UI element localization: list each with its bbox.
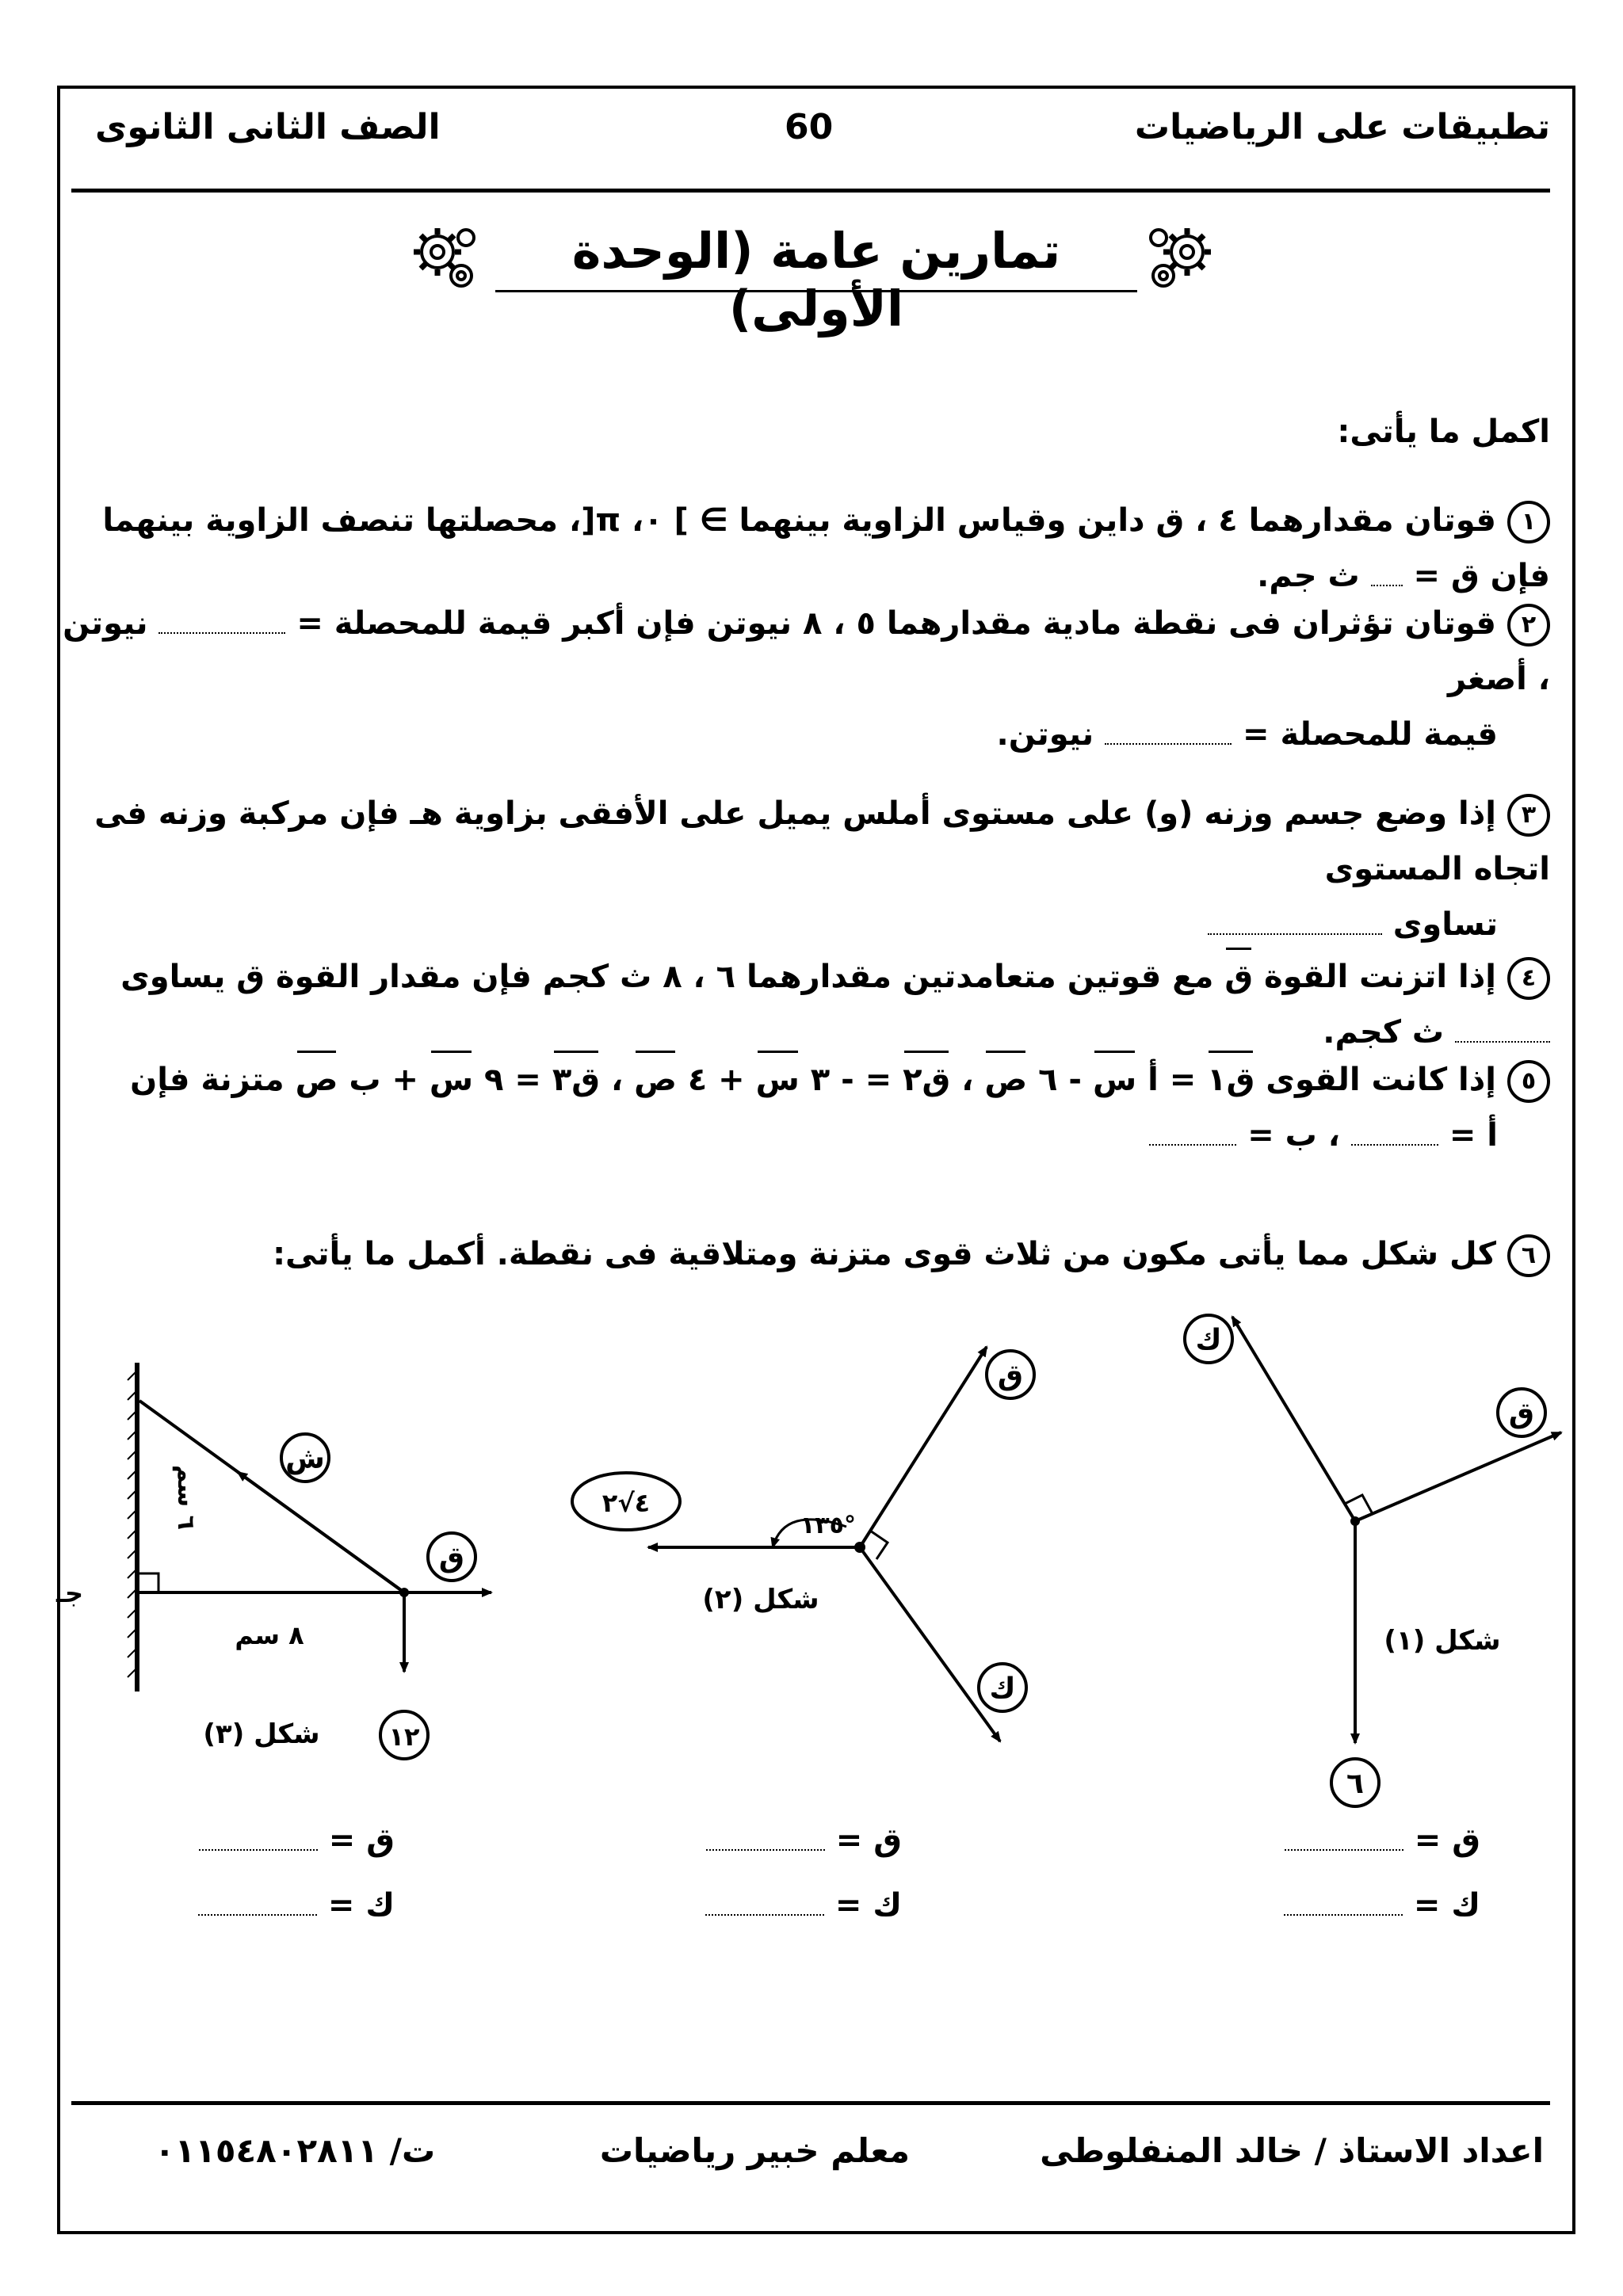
answer-blank[interactable] bbox=[1455, 1017, 1550, 1043]
question-number: ١ bbox=[1507, 501, 1550, 543]
question-number: ٦ bbox=[1507, 1234, 1550, 1277]
question-number: ٢ bbox=[1507, 604, 1550, 646]
fig1-answers: ق = ك = bbox=[1284, 1822, 1480, 1924]
answer-blank[interactable] bbox=[1149, 1120, 1236, 1146]
label-q: ق bbox=[1508, 1398, 1535, 1430]
answer-blank[interactable] bbox=[1371, 561, 1403, 586]
grade-label: الصف الثانى الثانوى bbox=[95, 107, 441, 147]
answer-blank[interactable] bbox=[1105, 719, 1232, 745]
label-6cm: ٦ سم bbox=[172, 1465, 200, 1530]
label-k: ك bbox=[1195, 1324, 1222, 1356]
author-role: معلم خبير رياضيات bbox=[599, 2131, 910, 2170]
figure-1 bbox=[1185, 1315, 1561, 1806]
title-banner bbox=[404, 215, 1228, 338]
header-rule bbox=[71, 189, 1550, 193]
question-6: ٦كل شكل مما يأتى مكون من ثلاث قوى متزنة ومتلاقية فى نقطة. أكمل ما يأتى: bbox=[52, 1226, 1550, 1282]
fig2-answers: ق = ك = bbox=[705, 1822, 902, 1924]
angle-label: ١٣٥° bbox=[800, 1512, 856, 1539]
answer-blank[interactable] bbox=[1284, 1890, 1403, 1916]
question-number: ٤ bbox=[1507, 957, 1550, 1000]
question-number: ٣ bbox=[1507, 794, 1550, 837]
label-8cm: ٨ سم bbox=[235, 1620, 304, 1650]
fig3-answers: ق = ك = bbox=[198, 1822, 395, 1924]
answer-blank[interactable] bbox=[198, 1890, 317, 1916]
label-force: ٤√٢ bbox=[601, 1488, 651, 1518]
label-k: ك bbox=[989, 1672, 1016, 1705]
answer-blank[interactable] bbox=[199, 1825, 318, 1851]
footer-rule bbox=[71, 2101, 1550, 2105]
answer-blank[interactable] bbox=[706, 1825, 825, 1851]
author-name: اعداد الاستاذ / خالد المنفلوطى bbox=[1040, 2131, 1544, 2170]
label-12: ١٢ bbox=[388, 1722, 420, 1752]
figure-2 bbox=[572, 1347, 1034, 1741]
book-title: تطبيقات على الرياضيات bbox=[1134, 107, 1550, 147]
answer-blank[interactable] bbox=[1285, 1825, 1403, 1851]
question-number: ٥ bbox=[1507, 1060, 1550, 1103]
question-4: ٤إذا اتزنت القوة ق مع قوتين متعامدتين مقدارهما ٦ ، ٨ ث كجم فإن مقدار القوة ق يساوى ث كجم. bbox=[52, 944, 1550, 1060]
label-sh: ش bbox=[285, 1443, 325, 1475]
phone-number: ت/ ٠١١٥٤٨٠٢٨١١ bbox=[155, 2131, 436, 2170]
figure-3-caption: شكل (٣) bbox=[203, 1718, 320, 1750]
figure-3 bbox=[55, 1363, 491, 1759]
answer-blank[interactable] bbox=[158, 608, 285, 634]
figures-svg bbox=[0, 1283, 1623, 1800]
answer-blank[interactable] bbox=[1208, 910, 1382, 935]
page-title: تمارين عامة (الوحدة الأولى) bbox=[571, 222, 1061, 338]
answer-blank[interactable] bbox=[705, 1890, 824, 1916]
question-2: ٢قوتان تؤثران فى نقطة مادية مقدارهما ٥ ، ٨ نيوتن فإن أكبر قيمة للمحصلة = نيوتن ، أصغر قيمة للمحصلة = نيوتن. bbox=[63, 605, 1550, 753]
question-1: ١قوتان مقدارهما ٤ ، ق داين وقياس الزاوية بينهما ∋ ] ٠، π[، محصلتها تنصف الزاوية بينهما فإن ق = ث جم. bbox=[102, 502, 1550, 594]
gear-icon bbox=[404, 217, 483, 296]
figure-2-caption: شكل (٢) bbox=[702, 1584, 819, 1615]
label-c: جـ bbox=[56, 1578, 83, 1608]
question-3: ٣إذا وضع جسم وزنه (و) على مستوى أملس يميل على الأفقى بزاوية هـ فإن مركبة وزنه فى اتجاه المستوى تساوى bbox=[94, 795, 1550, 943]
answer-blank[interactable] bbox=[1351, 1120, 1438, 1146]
question-5: ٥إذا كانت القوى ق١ = أ س - ٦ ص ، ق٢ = - ٣ س + ٤ ص ، ق٣ = ٩ س + ب ص متزنة فإن أ = ، ب = bbox=[52, 1047, 1550, 1163]
label-q: ق bbox=[438, 1542, 465, 1574]
label-6: ٦ bbox=[1346, 1768, 1364, 1800]
page-number: 60 bbox=[785, 107, 834, 147]
instruction: اكمل ما يأتى: bbox=[1337, 414, 1550, 450]
gear-icon bbox=[1141, 217, 1220, 296]
figure-1-caption: شكل (١) bbox=[1384, 1625, 1501, 1657]
label-q: ق bbox=[997, 1360, 1024, 1392]
